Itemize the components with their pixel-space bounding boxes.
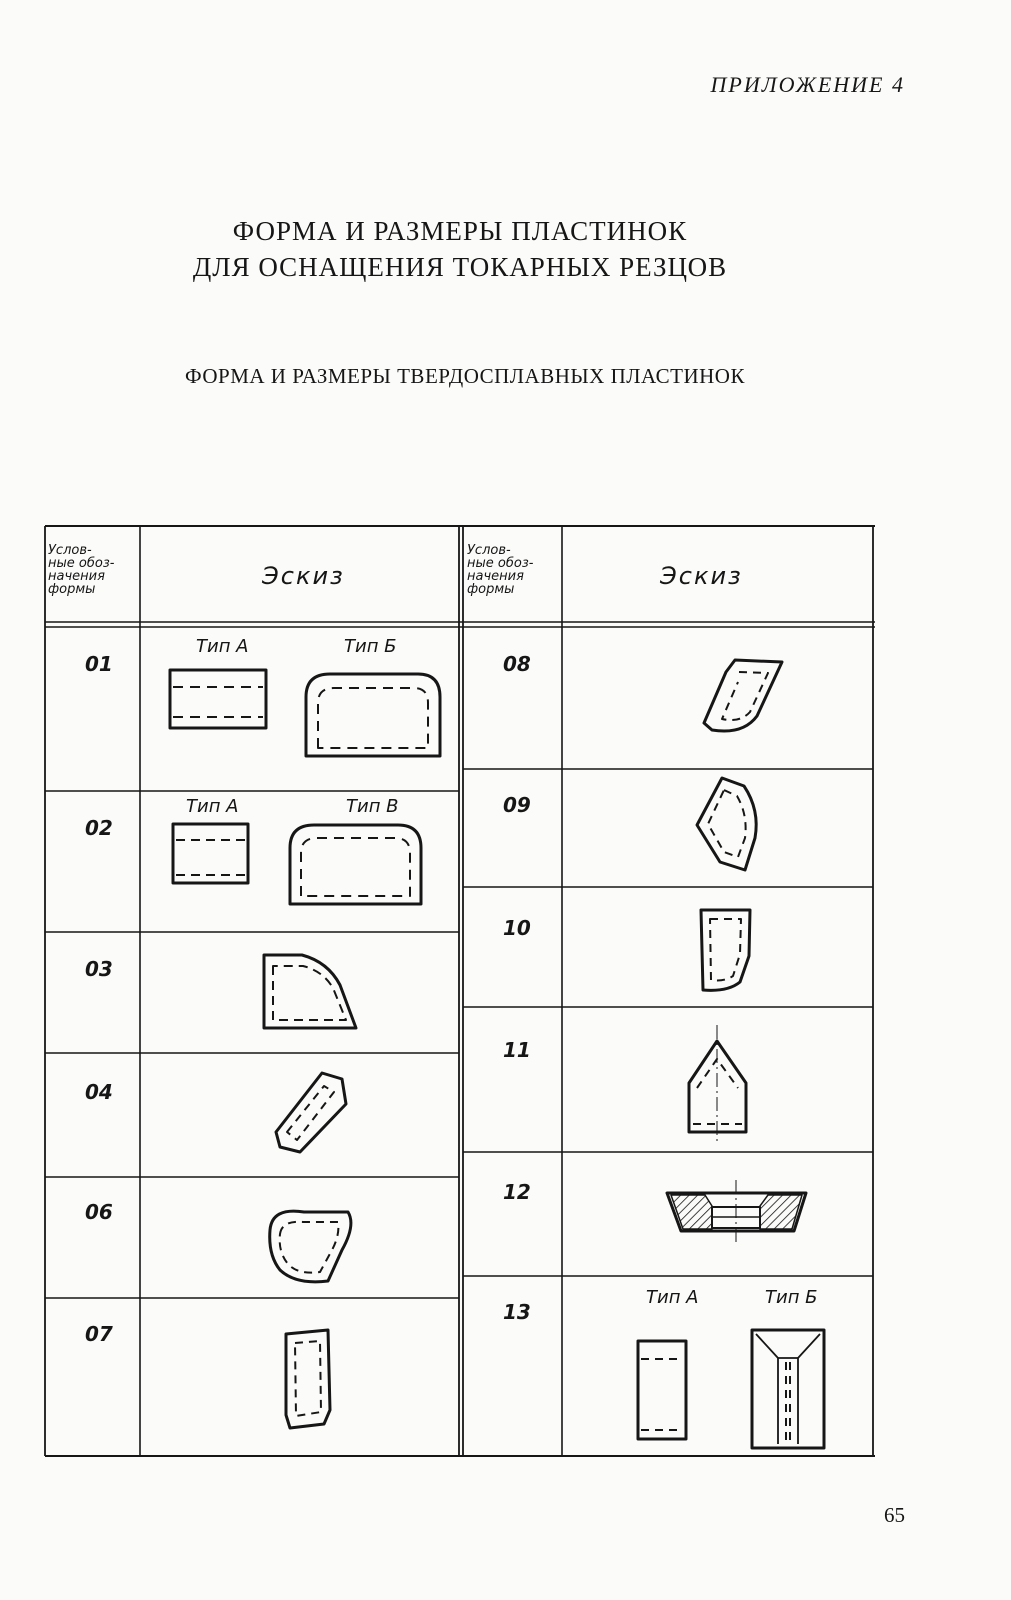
sketch-06 xyxy=(270,1211,351,1282)
form-code-13: 13 xyxy=(503,1300,531,1324)
form-code-09: 09 xyxy=(503,793,531,817)
sketch-01-type-a xyxy=(170,670,266,728)
code-column-header-right: Услов- ные обоз- начения формы xyxy=(467,544,534,596)
form-code-11: 11 xyxy=(503,1038,531,1062)
sketch-13-type-a xyxy=(638,1341,686,1439)
form-code-04: 04 xyxy=(85,1080,113,1104)
sketch-07 xyxy=(286,1330,330,1428)
type-label-13-a: Тип А xyxy=(646,1287,699,1308)
form-code-02: 02 xyxy=(85,816,113,840)
type-label-02-a: Тип А xyxy=(186,796,239,817)
title-line-2: ДЛЯ ОСНАЩЕНИЯ ТОКАРНЫХ РЕЗЦОВ xyxy=(192,252,728,282)
form-code-12: 12 xyxy=(503,1180,531,1204)
sketch-02-type-v xyxy=(290,825,421,904)
form-code-07: 07 xyxy=(85,1322,113,1346)
sketch-column-header-right: Эскиз xyxy=(660,562,743,590)
sketch-02-type-a xyxy=(173,824,248,883)
form-code-06: 06 xyxy=(85,1200,113,1224)
type-label-01-b: Тип Б xyxy=(344,636,397,657)
sketch-13-type-b xyxy=(752,1330,824,1448)
type-label-02-v: Тип В xyxy=(346,796,399,817)
sketch-03 xyxy=(264,955,356,1028)
type-label-01-a: Тип А xyxy=(196,636,249,657)
form-code-01: 01 xyxy=(85,652,113,676)
sketch-01-type-b xyxy=(306,674,440,756)
type-label-13-b: Тип Б xyxy=(765,1287,818,1308)
sketch-10 xyxy=(701,910,750,990)
form-code-10: 10 xyxy=(503,916,531,940)
sketch-column-header-left: Эскиз xyxy=(262,562,345,590)
page-number: 65 xyxy=(884,1503,905,1527)
table-subtitle: ФОРМА И РАЗМЕРЫ ТВЕРДОСПЛАВНЫХ ПЛАСТИНОК xyxy=(185,364,745,388)
sketch-12 xyxy=(667,1180,806,1245)
sketch-09 xyxy=(697,778,756,870)
form-code-08: 08 xyxy=(503,652,531,676)
title-line-1: ФОРМА И РАЗМЕРЫ ПЛАСТИНОК xyxy=(232,216,688,246)
sketch-04 xyxy=(276,1073,346,1152)
appendix-label: ПРИЛОЖЕНИЕ 4 xyxy=(710,72,905,97)
form-code-03: 03 xyxy=(85,957,113,981)
sketch-11 xyxy=(689,1025,746,1142)
sketch-08 xyxy=(704,660,782,731)
code-column-header-left: Услов- ные обоз- начения формы xyxy=(48,544,115,596)
